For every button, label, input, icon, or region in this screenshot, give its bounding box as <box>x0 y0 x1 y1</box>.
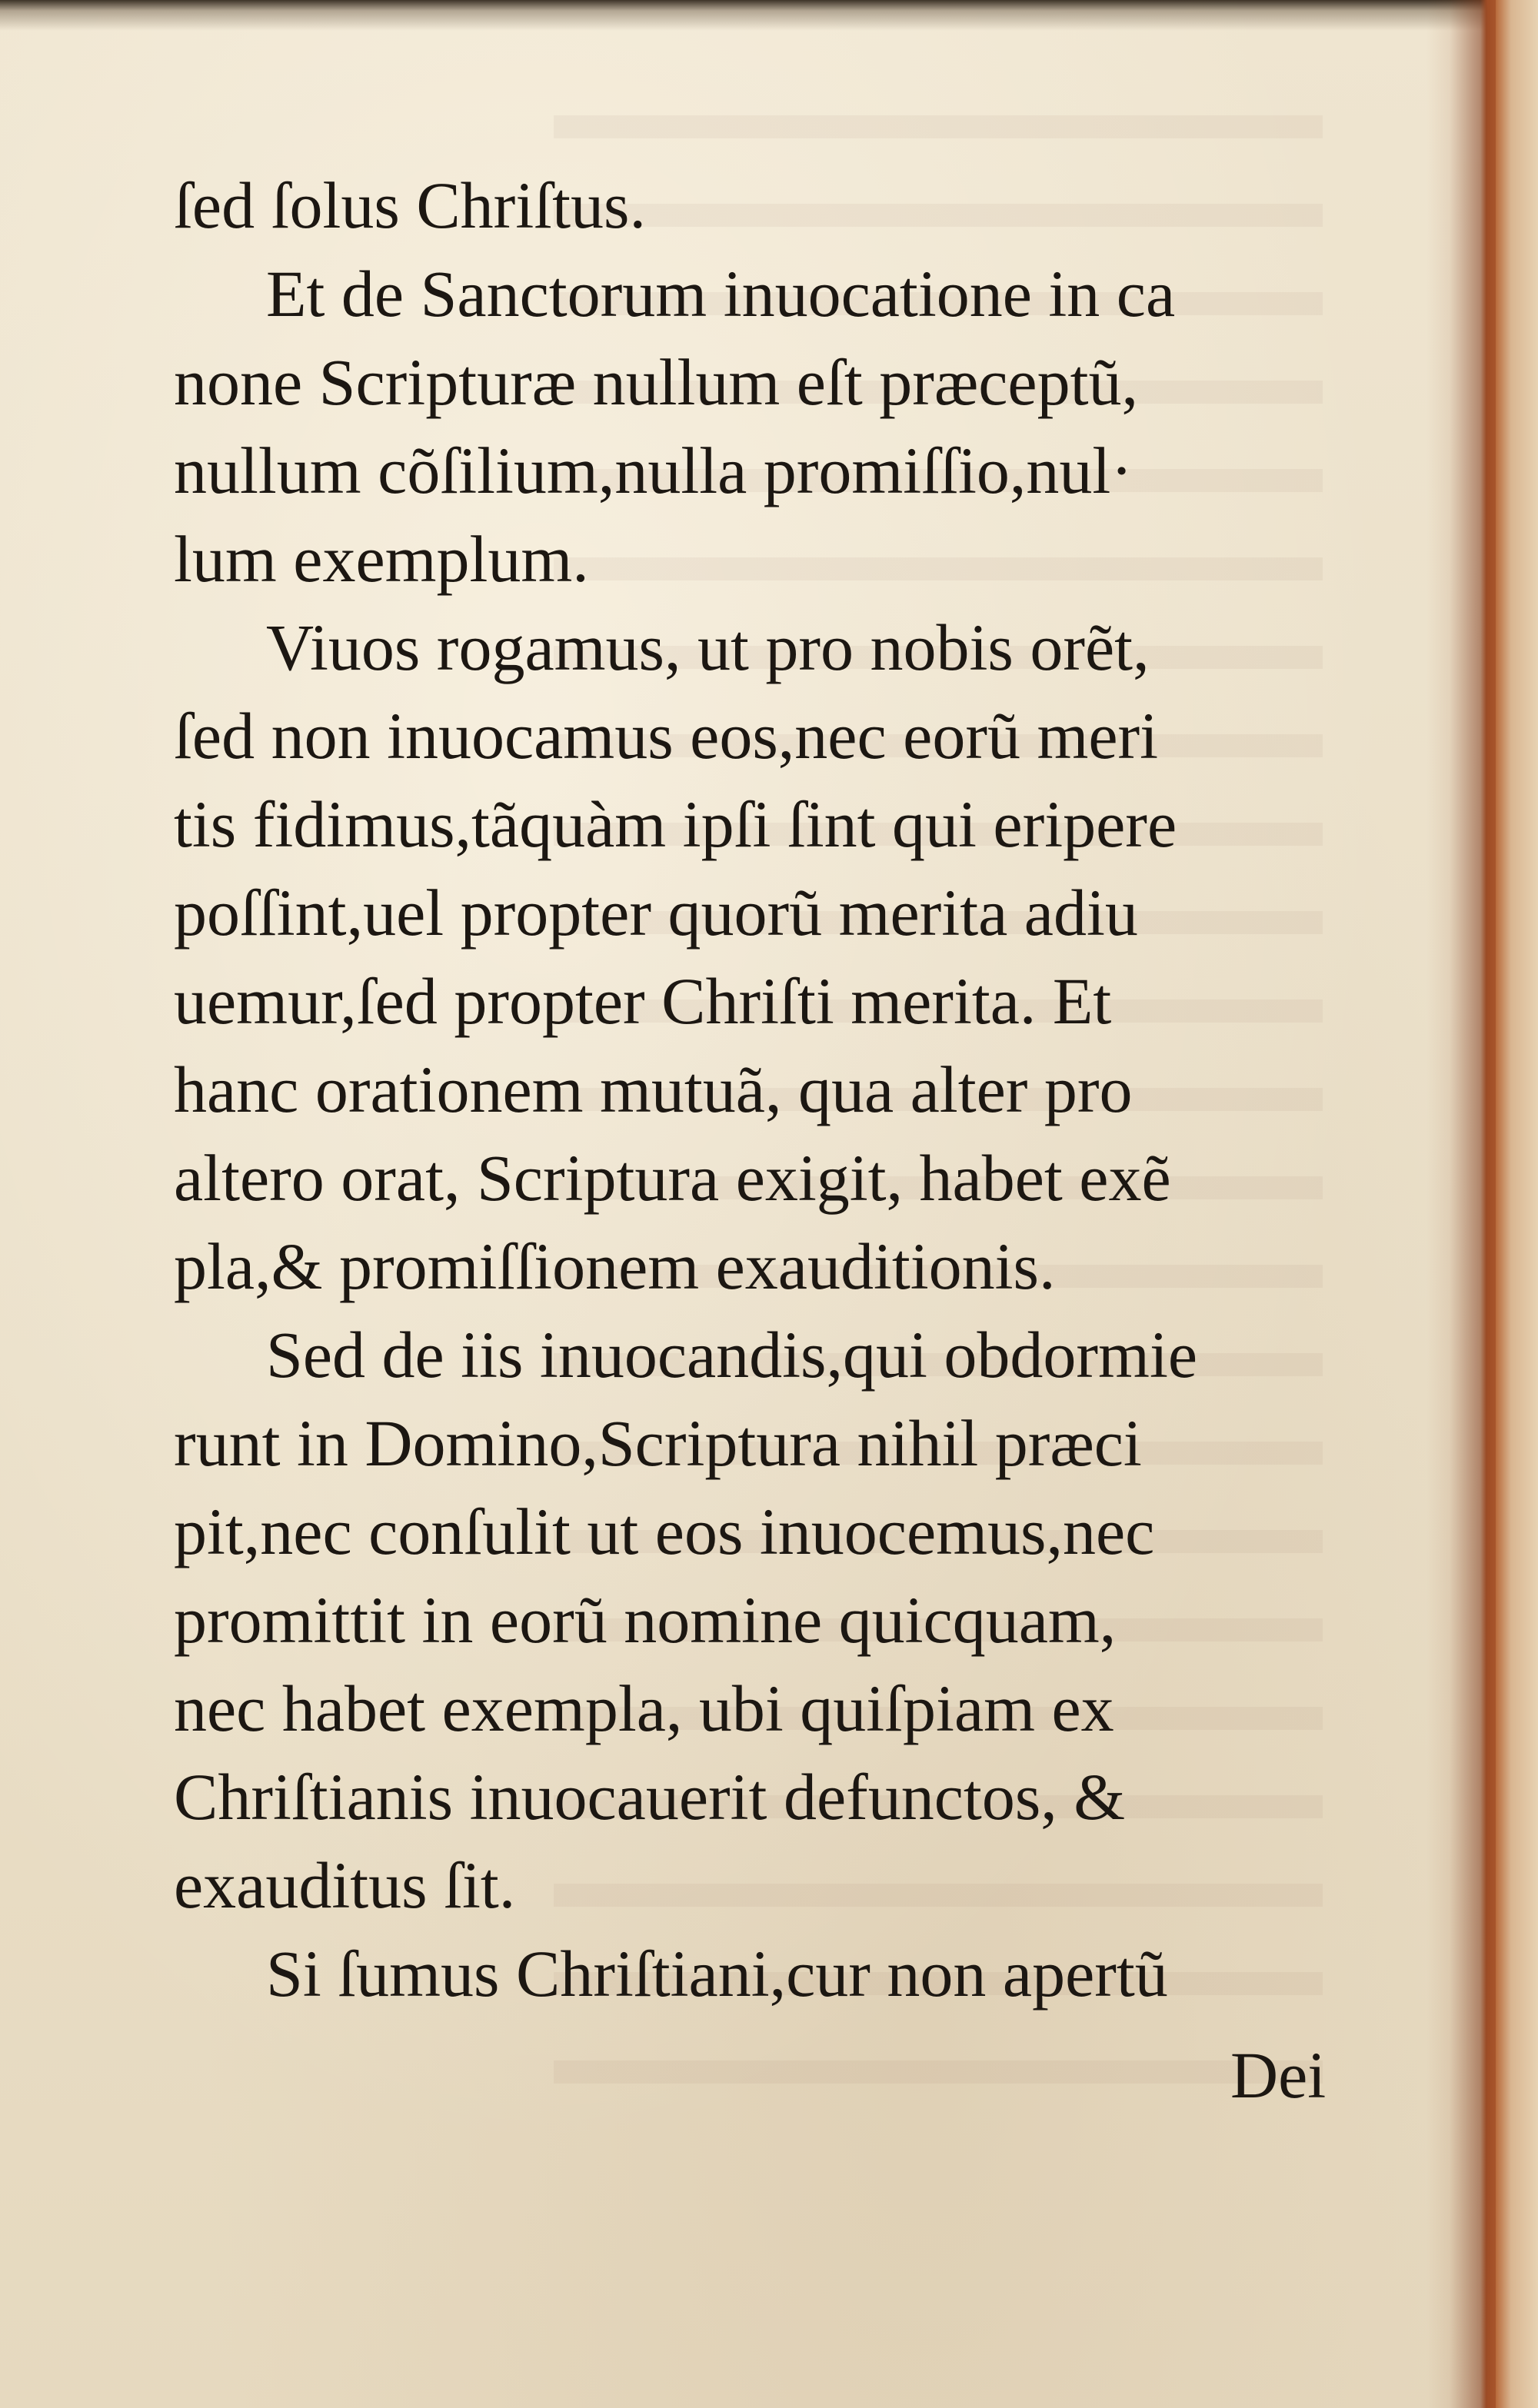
text-line: nullum cõſilium,nulla promiſſio,nul· <box>174 434 1133 507</box>
text-line: Sed de iis inuocandis,qui obdormie <box>266 1318 1198 1392</box>
text-line: ſed non inuocamus eos,nec eorũ meri <box>174 699 1159 773</box>
text-line: lum exemplum. <box>174 522 589 596</box>
text-line: uemur,ſed propter Chriſti merita. Et <box>174 964 1112 1038</box>
text-line: Et de Sanctorum inuocatione in ca <box>266 257 1176 331</box>
text-line: Viuos rogamus, ut pro nobis orẽt, <box>266 610 1150 684</box>
text-line: poſſint,uel propter quorũ merita adiu <box>174 876 1138 950</box>
body-text <box>174 161 1343 2018</box>
binding-edge <box>1488 0 1496 2408</box>
text-line: hanc orationem mutuã, qua alter pro <box>174 1053 1133 1126</box>
page-gutter-edge <box>1426 0 1538 2408</box>
text-line: promittit in eorũ nomine quicquam, <box>174 1583 1117 1657</box>
text-line: pla,& promiſſionem exauditionis. <box>174 1229 1056 1303</box>
text-line: exauditus ſit. <box>174 1848 516 1922</box>
text-line: runt in Domino,Scriptura nihil præci <box>174 1406 1142 1480</box>
text-line: Si ſumus Chriſtiani,cur non apertũ <box>266 1937 1168 2011</box>
text-line: nec habet exempla, ubi quiſpiam ex <box>174 1671 1114 1745</box>
catchword: Dei <box>1230 2038 1327 2112</box>
text-line: Chriſtianis inuocauerit defunctos, & <box>174 1760 1126 1834</box>
text-line: none Scripturæ nullum eſt præceptũ, <box>174 345 1138 419</box>
text-line: pit,nec conſulit ut eos inuocemus,nec <box>174 1495 1155 1568</box>
text-line: ſed ſolus Chriſtus. <box>174 168 646 242</box>
top-edge-shadow <box>0 0 1538 31</box>
text-line: tis fidimus,tãquàm ipſi ſint qui eripere <box>174 787 1177 861</box>
text-line: altero orat, Scriptura exigit, habet exẽ <box>174 1141 1171 1215</box>
